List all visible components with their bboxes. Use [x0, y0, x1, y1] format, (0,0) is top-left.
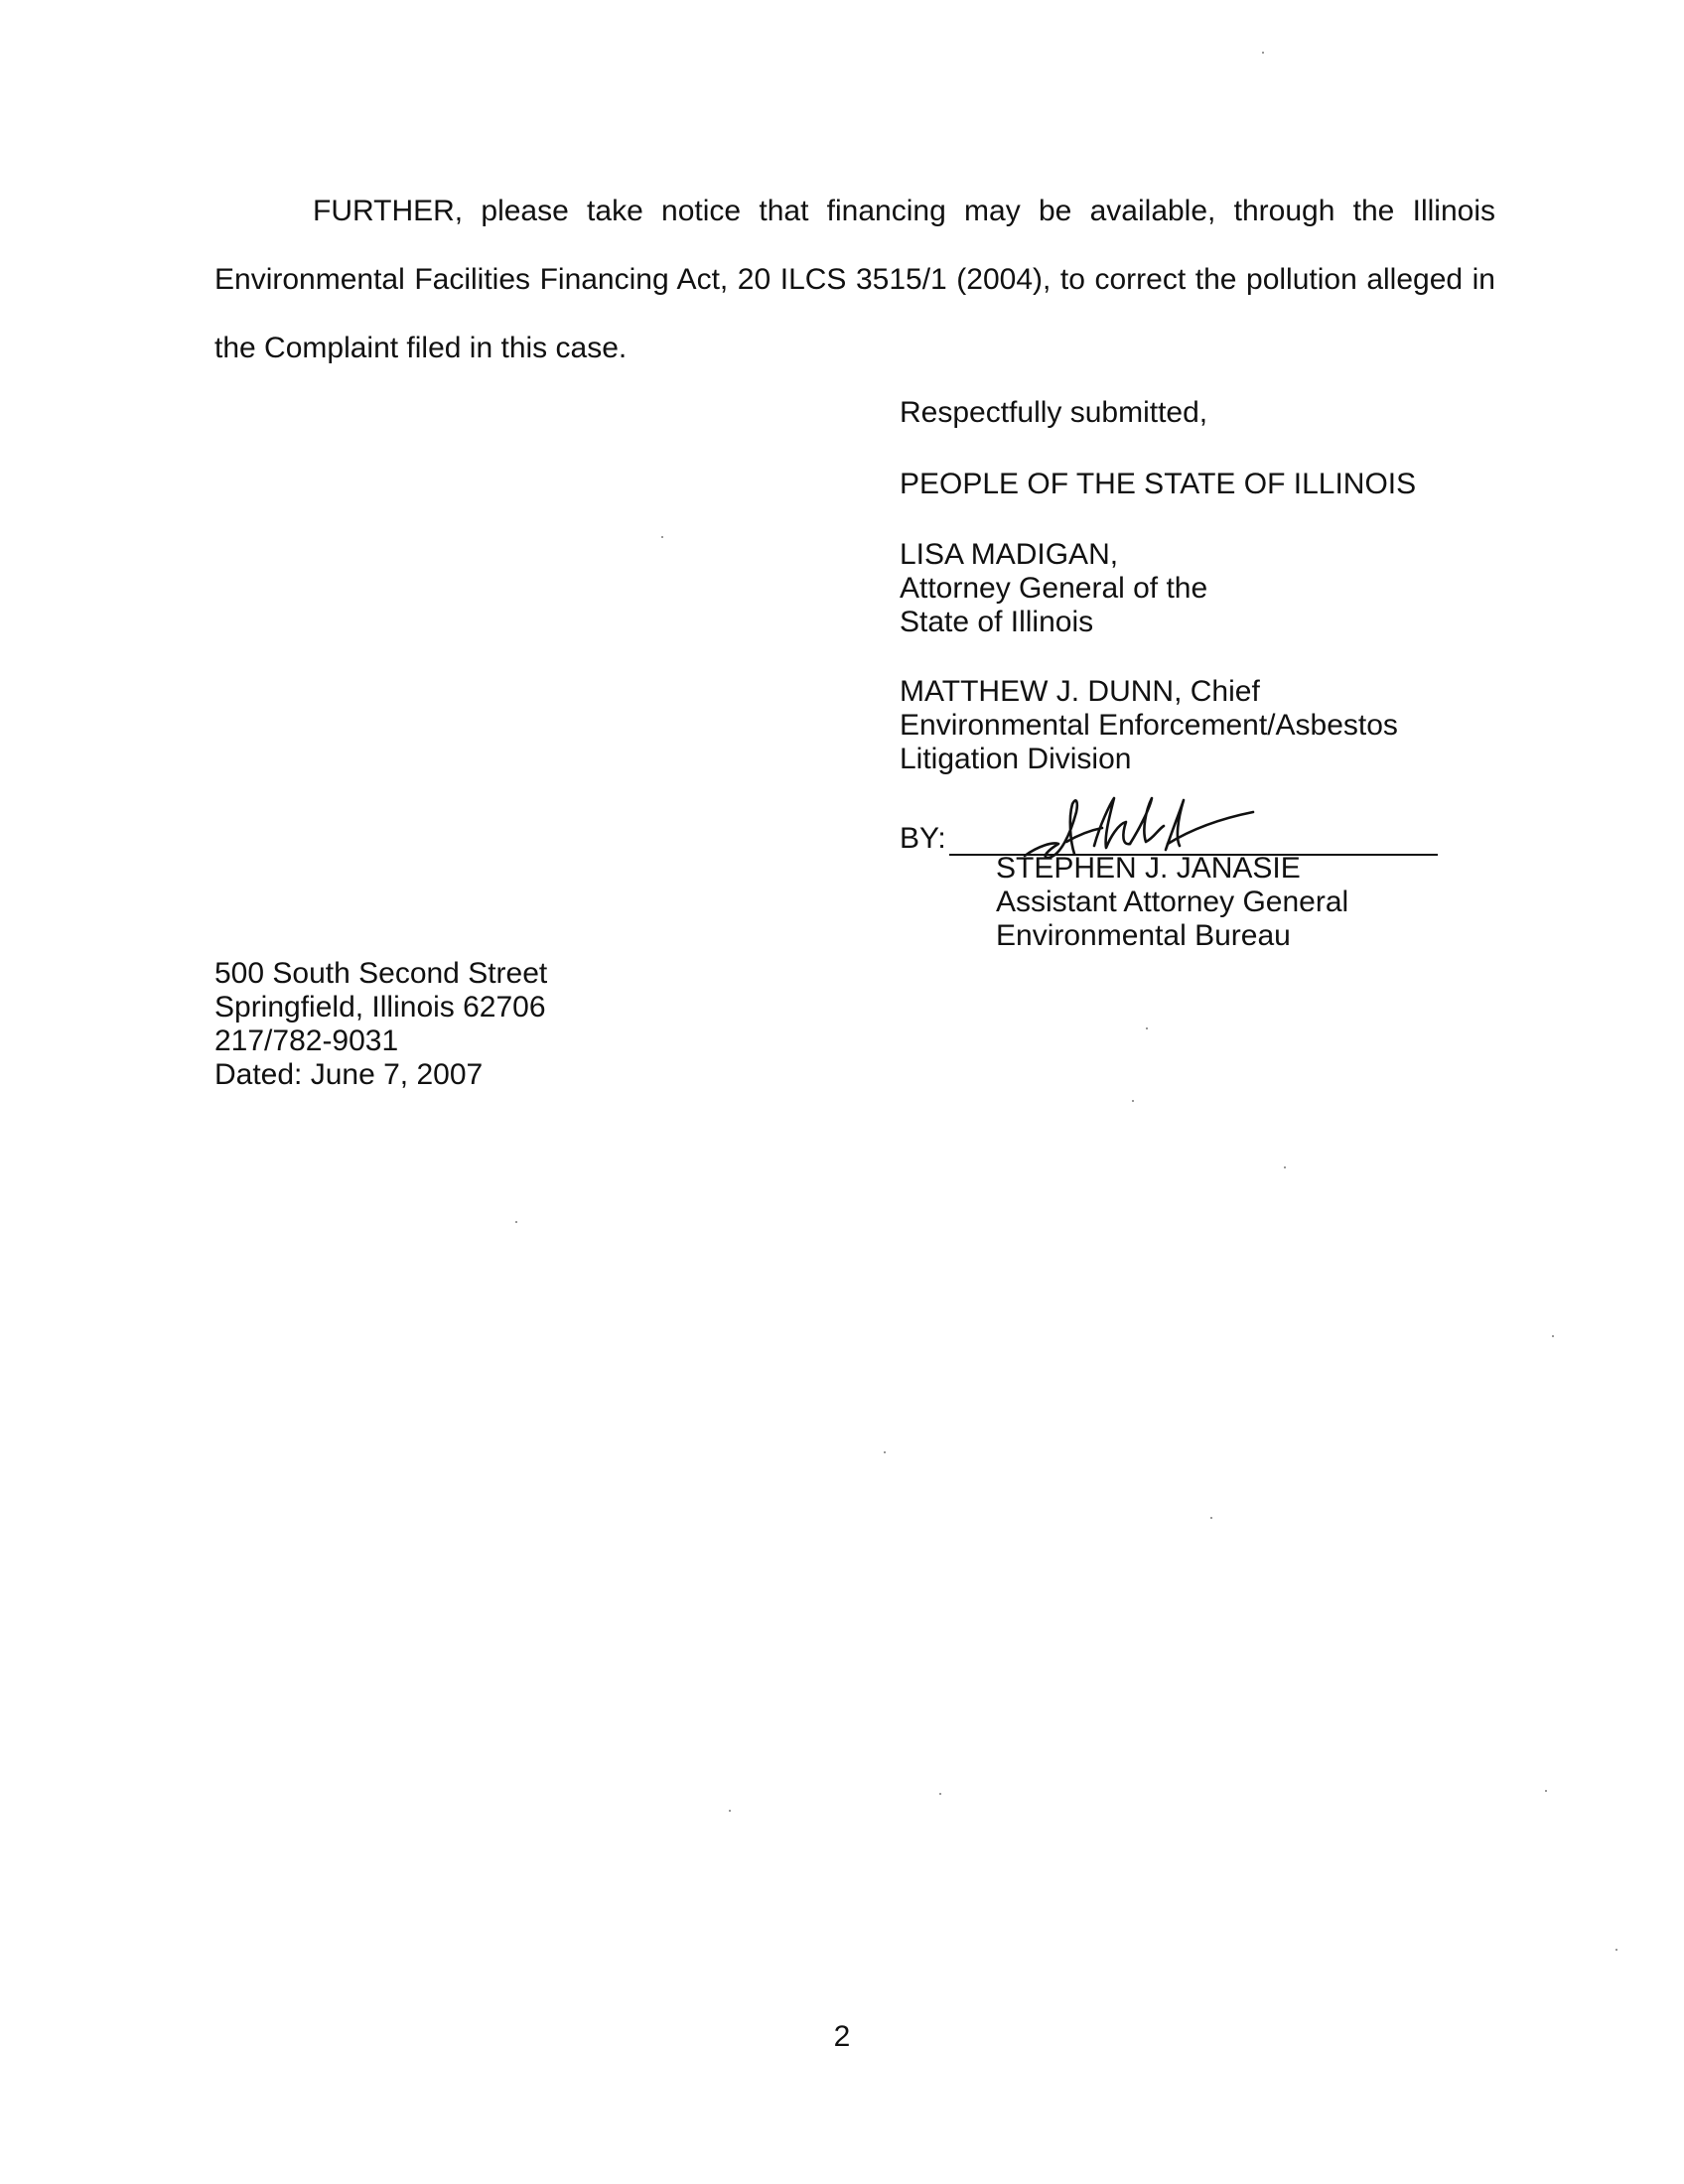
paragraph-line-1: FURTHER, please take notice that financing may be available, through the Illinois	[313, 195, 1495, 227]
scan-speck	[1132, 1100, 1134, 1102]
address-city: Springfield, Illinois 62706	[214, 991, 546, 1024]
scan-speck	[884, 1451, 886, 1453]
scan-speck	[661, 536, 663, 538]
signer-title: Assistant Attorney General	[996, 886, 1349, 918]
signer-name: STEPHEN J. JANASIE	[996, 852, 1301, 885]
scan-speck	[1210, 1517, 1212, 1519]
address-block	[214, 957, 547, 1092]
signer-bureau: Environmental Bureau	[996, 919, 1291, 952]
chief-title-2: Litigation Division	[900, 743, 1132, 775]
paragraph-line-2: Environmental Facilities Financing Act, 20 ILCS 3515/1 (2004), to correct the pollution alleged in	[214, 263, 1495, 296]
attorney-general-block	[900, 538, 1456, 639]
chief-title-1: Environmental Enforcement/Asbestos	[900, 709, 1398, 742]
by-label: BY:	[900, 822, 946, 855]
scan-speck	[1262, 52, 1264, 54]
scan-speck	[1615, 1949, 1617, 1951]
party-name: PEOPLE OF THE STATE OF ILLINOIS	[900, 468, 1417, 500]
paragraph-line-3: the Complaint filed in this case.	[214, 332, 628, 364]
signature-block	[900, 395, 1456, 776]
scan-speck	[939, 1793, 941, 1795]
scan-speck	[515, 1221, 517, 1223]
scan-speck	[1552, 1335, 1554, 1337]
scan-speck	[1146, 1027, 1148, 1029]
scan-speck	[1284, 1166, 1286, 1168]
attorney-general-title-2: State of Illinois	[900, 606, 1094, 638]
address-street: 500 South Second Street	[214, 957, 548, 990]
chief-name: MATTHEW J. DUNN, Chief	[900, 675, 1260, 708]
address-dated: Dated: June 7, 2007	[214, 1058, 484, 1091]
attorney-general-name: LISA MADIGAN,	[900, 538, 1119, 571]
address-phone: 217/782-9031	[214, 1024, 399, 1057]
signer-block	[996, 852, 1348, 953]
scan-speck	[729, 1810, 731, 1812]
chief-block	[900, 675, 1456, 776]
notice-paragraph	[214, 177, 1495, 382]
page-number: 2	[833, 2020, 851, 2053]
attorney-general-title-1: Attorney General of the	[900, 572, 1208, 605]
closing-text: Respectfully submitted,	[900, 396, 1208, 429]
scan-speck	[1545, 1790, 1547, 1792]
